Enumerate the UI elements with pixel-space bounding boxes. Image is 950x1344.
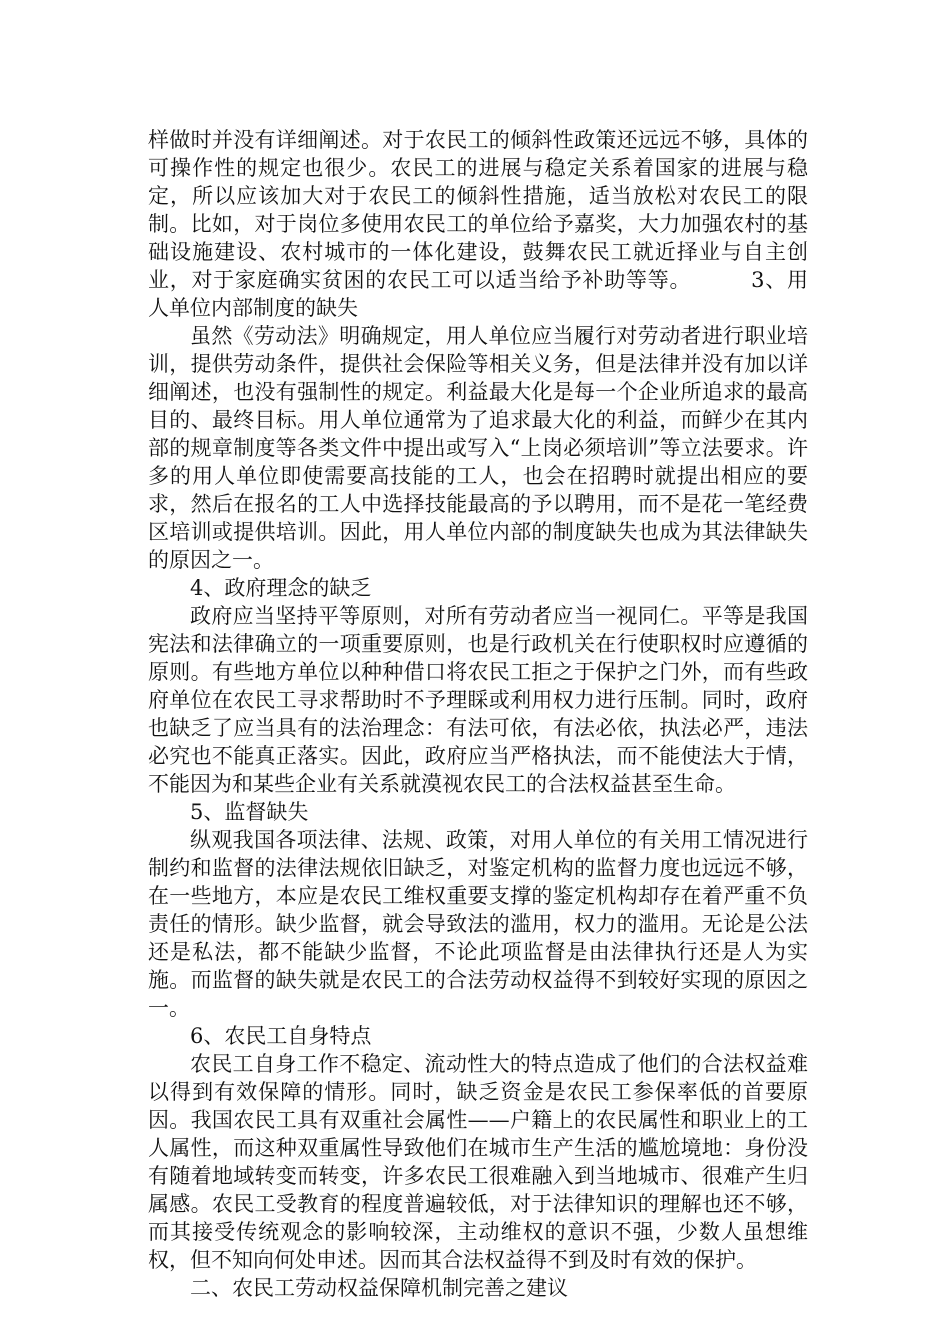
paragraph-continuation-text: 样做时并没有详细阐述。对于农民工的倾斜性政策还远远不够，具体的可操作性的规定也很少。农民工的进展与稳定关系着国家的进展与稳定，所以应该加大对于农民工的倾斜性措施，适当放松对农民工的限制。比如，对于岗位多使用农民工的单位给予嘉奖，大力加强农村的基础设施建设、农村城市的一体化建设，鼓舞农民工就近择业与自主创业，对于家庭确实贫困的农民工可以适当给予补助等等。 bbox=[148, 128, 808, 292]
paragraph-labor-law: 虽然《劳动法》明确规定，用人单位应当履行对劳动者进行职业培训，提供劳动条件，提供社会保险等相关义务，但是法律并没有加以详细阐述，也没有强制性的规定。利益最大化是每一个企业所追求的最高目的、最终目标。用人单位通常为了追求最大化的利益，而鲜少在其内部的规章制度等各类文件中提出或写入“上岗必须培训”等立法要求。许多的用人单位即使需要高技能的工人，也会在招聘时就提出相应的要求，然后在报名的工人中选择技能最高的予以聘用，而不是花一笔经费区培训或提供培训。因此，用人单位内部的制度缺失也成为其法律缺失的原因之一。 bbox=[148, 324, 808, 572]
paragraph-continuation bbox=[148, 126, 808, 322]
section-heading-5: 5、监督缺失 bbox=[190, 800, 309, 824]
section-heading-6: 6、农民工自身特点 bbox=[190, 1024, 372, 1048]
section-heading-4: 4、政府理念的缺乏 bbox=[190, 576, 372, 600]
section-heading-3: 3、用人单位内部制度的缺失 bbox=[148, 268, 808, 320]
document-body bbox=[148, 126, 808, 1302]
paragraph-government: 政府应当坚持平等原则，对所有劳动者应当一视同仁。平等是我国宪法和法律确立的一项重要原则，也是行政机关在行使职权时应遵循的原则。有些地方单位以种种借口将农民工拒之于保护之门外，而有些政府单位在农民工寻求帮助时不予理睬或利用权力进行压制。同时，政府也缺乏了应当具有的法治理念：有法可依，有法必依，执法必严，违法必究也不能真正落实。因此，政府应当严格执法，而不能使法大于情，不能因为和某些企业有关系就漠视农民工的合法权益甚至生命。 bbox=[148, 604, 808, 796]
paragraph-supervision: 纵观我国各项法律、法规、政策，对用人单位的有关用工情况进行制约和监督的法律法规依旧缺乏，对鉴定机构的监督力度也远远不够，在一些地方，本应是农民工维权重要支撑的鉴定机构却存在着严重不负责任的情形。缺少监督，就会导致法的滥用，权力的滥用。无论是公法还是私法，都不能缺少监督，不论此项监督是由法律执行还是人为实施。而监督的缺失就是农民工的合法劳动权益得不到较好实现的原因之一。 bbox=[148, 828, 808, 1020]
chapter-heading-suggestions: 二、农民工劳动权益保障机制完善之建议 bbox=[190, 1276, 568, 1300]
paragraph-migrant-workers: 农民工自身工作不稳定、流动性大的特点造成了他们的合法权益难以得到有效保障的情形。同时，缺乏资金是农民工参保率低的首要原因。我国农民工具有双重社会属性——户籍上的农民属性和职业上的工人属性，而这种双重属性导致他们在城市生产生活的尴尬境地：身份没有随着地域转变而转变，许多农民工很难融入到当地城市、很难产生归属感。农民工受教育的程度普遍较低，对于法律知识的理解也还不够，而其接受传统观念的影响较深，主动维权的意识不强，少数人虽想维权，但不知向何处申述。因而其合法权益得不到及时有效的保护。 bbox=[148, 1052, 808, 1272]
